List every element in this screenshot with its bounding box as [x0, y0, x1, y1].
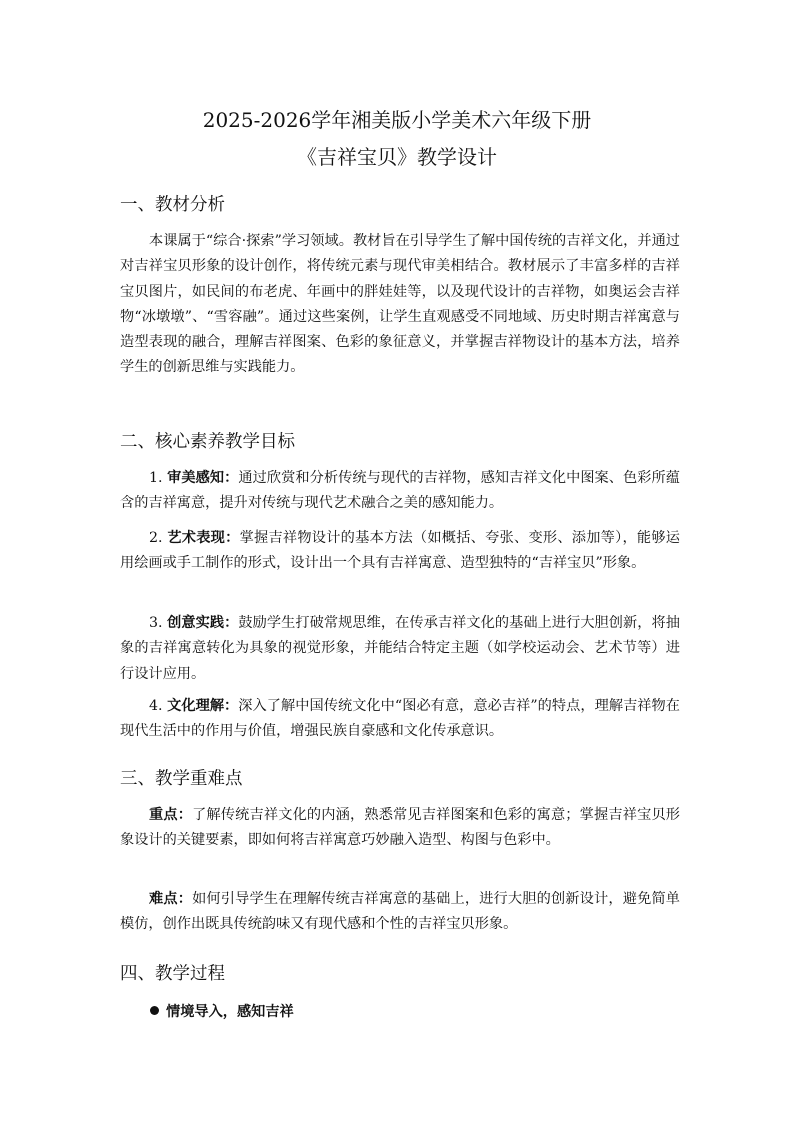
section-heading-teaching-process: 四、教学过程 [120, 964, 225, 984]
goal-term: 艺术表现： [167, 530, 240, 546]
section-heading-core-goals: 二、核心素养教学目标 [120, 432, 295, 452]
document-title-line2: 《吉祥宝贝》教学设计 [297, 145, 497, 169]
difficult-point-text: 如何引导学生在理解传统吉祥寓意的基础上，进行大胆的创新设计，避免简单模仿，创作出既具传统韵味又有现代感和个性的吉祥宝贝形象。 [120, 891, 680, 933]
key-point-term: 重点： [149, 807, 193, 823]
document-title-line1: 2025-2026学年湘美版小学美术六年级下册 [202, 108, 592, 132]
section-heading-key-points: 三、教学重难点 [120, 769, 243, 789]
bullet-dot-icon [150, 1006, 159, 1015]
goal-number: 3. [149, 615, 163, 631]
key-point-text: 了解传统吉祥文化的内涵，熟悉常见吉祥图案和色彩的寓意；掌握吉祥宝贝形象设计的关键要素，即如何将吉祥寓意巧妙融入造型、构图与色彩中。 [120, 807, 680, 849]
goal-term: 创意实践： [167, 615, 239, 631]
goal-term: 审美感知： [167, 470, 239, 486]
goal-item-creative-practice [120, 611, 680, 687]
goal-item-aesthetic [120, 466, 680, 517]
goal-number: 4. [149, 698, 163, 714]
goal-text: 通过欣赏和分析传统与现代的吉祥物，感知吉祥文化中图案、色彩所蕴含的吉祥寓意，提升对传统与现代艺术融合之美的感知能力。 [120, 470, 680, 512]
difficult-point-term: 难点： [149, 891, 193, 907]
goal-number: 2. [149, 530, 163, 546]
section-heading-textbook-analysis: 一、教材分析 [120, 195, 225, 215]
goal-text: 深入了解中国传统文化中“图必有意，意必吉祥”的特点，理解吉祥物在现代生活中的作用与价值，增强民族自豪感和文化传承意识。 [120, 698, 680, 740]
goal-item-art-expression [120, 526, 680, 577]
goal-term: 文化理解： [167, 698, 239, 714]
difficult-point-paragraph [120, 887, 680, 938]
bullet-item-intro [150, 1001, 294, 1023]
section1-paragraph: 本课属于“综合·探索”学习领域。教材旨在引导学生了解中国传统的吉祥文化，并通过对吉祥宝贝形象的设计创作，将传统元素与现代审美相结合。教材展示了丰富多样的吉祥宝贝图片，如民间的布老虎、年画中的胖娃娃等，以及现代设计的吉祥物，如奥运会吉祥物“冰墩墩”、“雪容融”。通过这些案例，让学生直观感受不同地域、历史时期吉祥寓意与造型表现的融合，理解吉祥图案、色彩的象征意义，并掌握吉祥物设计的基本方法，培养学生的创新思维与实践能力。 [120, 233, 680, 376]
goal-number: 1. [149, 470, 163, 486]
goal-text: 鼓励学生打破常规思维，在传承吉祥文化的基础上进行大胆创新，将抽象的吉祥寓意转化为具象的视觉形象，并能结合特定主题（如学校运动会、艺术节等）进行设计应用。 [120, 615, 680, 682]
key-point-paragraph [120, 803, 680, 854]
goal-text: 掌握吉祥物设计的基本方法（如概括、夸张、变形、添加等），能够运用绘画或手工制作的形式，设计出一个具有吉祥寓意、造型独特的“吉祥宝贝”形象。 [120, 530, 680, 572]
bullet-text: 情境导入，感知吉祥 [166, 1004, 294, 1020]
goal-item-cultural-understanding [120, 694, 680, 745]
